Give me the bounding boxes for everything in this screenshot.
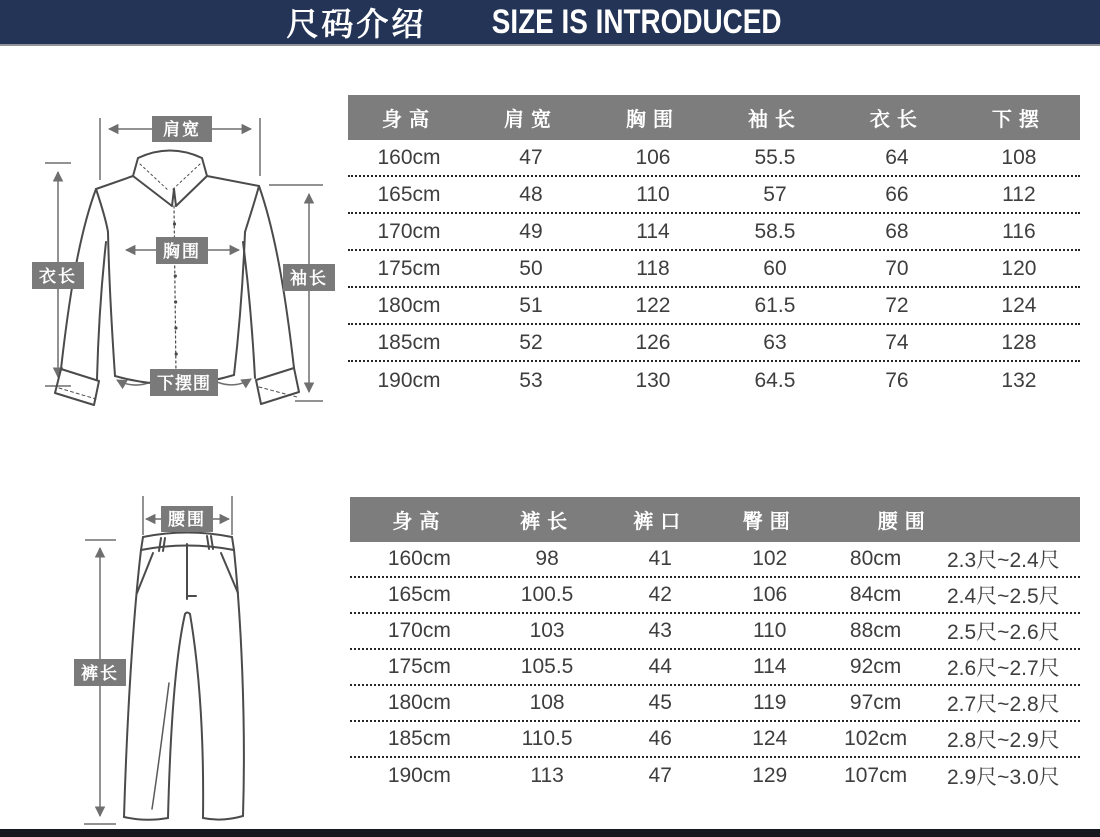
pants-size-table-header-2: 裤口 bbox=[633, 511, 688, 533]
banner-title-en: SIZE IS INTRODUCED bbox=[492, 2, 782, 41]
pants-size-table-cell-0-3: 102 bbox=[752, 547, 788, 570]
hem-label: 下摆围 bbox=[157, 374, 211, 393]
pants-size-table-cell-1-5: 2.4尺~2.5尺 bbox=[946, 585, 1060, 608]
pants-size-table-cell-5-3: 124 bbox=[752, 727, 788, 750]
pants-size-table-cell-4-5: 2.7尺~2.8尺 bbox=[946, 693, 1060, 716]
pants-size-table-cell-3-2: 44 bbox=[648, 655, 672, 678]
shirt-size-table-cell-3-2: 118 bbox=[636, 256, 670, 280]
pants-size-table bbox=[350, 497, 1080, 794]
pants-size-table-cell-0-1: 98 bbox=[535, 547, 559, 570]
shirt-size-table-cell-6-4: 76 bbox=[885, 368, 909, 392]
pants-size-table-header-3: 臀围 bbox=[742, 511, 797, 533]
shirt-size-table-row-5 bbox=[348, 325, 1080, 362]
shirt-size-table-cell-5-0: 185cm bbox=[377, 330, 441, 354]
shirt-size-table-header-1: 肩宽 bbox=[503, 109, 558, 131]
shirt-size-table-cell-5-1: 52 bbox=[519, 330, 543, 354]
shirt-size-table-cell-4-5: 124 bbox=[1001, 293, 1037, 317]
shoulder-width-label: 肩宽 bbox=[163, 120, 201, 139]
banner bbox=[0, 0, 1100, 44]
shirt-size-table-header-2: 胸围 bbox=[625, 109, 680, 131]
banner-title-zh: 尺码介绍 bbox=[286, 6, 427, 42]
pants-size-table-cell-3-3: 114 bbox=[752, 655, 787, 678]
pants-size-table-row-6 bbox=[350, 758, 1080, 794]
pants-size-table-cell-0-2: 41 bbox=[648, 547, 672, 570]
shirt-size-table-cell-1-4: 66 bbox=[885, 182, 909, 206]
waist-label: 腰围 bbox=[168, 510, 206, 529]
pants-size-table-row-3 bbox=[350, 650, 1080, 686]
pants-size-table-cell-2-5: 2.5尺~2.6尺 bbox=[946, 621, 1060, 644]
banner-underline bbox=[0, 44, 1100, 46]
shirt-size-table-cell-0-1: 47 bbox=[519, 145, 543, 169]
pants-size-table-header-4: 腰围 bbox=[877, 511, 932, 533]
shirt-size-table-cell-3-0: 175cm bbox=[377, 256, 441, 280]
shirt-size-table-cell-1-2: 110 bbox=[636, 182, 670, 206]
shirt-size-table-cell-6-3: 64.5 bbox=[754, 368, 796, 392]
pants-size-table-cell-5-4: 102cm bbox=[844, 727, 908, 750]
pants-length-label: 裤长 bbox=[81, 664, 119, 683]
shirt-outline bbox=[55, 151, 299, 406]
shirt-size-table-cell-3-5: 120 bbox=[1001, 256, 1037, 280]
pants-size-table-cell-2-3: 110 bbox=[752, 619, 787, 642]
shirt-size-table-cell-4-1: 51 bbox=[519, 293, 543, 317]
shirt-size-table-row-3 bbox=[348, 251, 1080, 288]
shirt-size-table-row-6 bbox=[348, 362, 1080, 399]
shirt-size-table-header-3: 袖长 bbox=[747, 109, 802, 131]
pants-size-table-header-1: 裤长 bbox=[520, 511, 575, 533]
pants-size-table-row-2 bbox=[350, 614, 1080, 650]
shirt-size-table-cell-2-0: 170cm bbox=[377, 219, 441, 243]
pants-size-table-cell-6-2: 47 bbox=[648, 764, 672, 787]
pants-size-table-cell-3-1: 105.5 bbox=[520, 655, 574, 678]
bottom-bar bbox=[0, 829, 1100, 837]
pants-size-table-cell-5-5: 2.8尺~2.9尺 bbox=[946, 729, 1060, 752]
shirt-measurement-diagram bbox=[5, 92, 335, 422]
pants-size-table-cell-6-1: 113 bbox=[530, 764, 564, 787]
pants-size-table-cell-2-2: 43 bbox=[648, 619, 672, 642]
shirt-size-table-header-0: 身高 bbox=[381, 109, 436, 131]
shirt-size-table-row-4 bbox=[348, 288, 1080, 325]
pants-size-table-cell-0-0: 160cm bbox=[387, 547, 451, 570]
shirt-size-table-cell-4-4: 72 bbox=[885, 293, 909, 317]
shirt-size-table-cell-0-0: 160cm bbox=[377, 145, 441, 169]
shirt-size-table-cell-4-0: 180cm bbox=[377, 293, 441, 317]
shirt-size-table-cell-6-2: 130 bbox=[635, 368, 671, 392]
shirt-table-header bbox=[348, 95, 1080, 140]
pants-size-table-cell-2-4: 88cm bbox=[849, 619, 902, 642]
shirt-size-table-cell-2-3: 58.5 bbox=[754, 219, 796, 243]
shirt-size-table-cell-1-5: 112 bbox=[1002, 182, 1036, 206]
shirt-size-table-cell-3-3: 60 bbox=[763, 256, 787, 280]
pants-size-table-cell-4-4: 97cm bbox=[849, 691, 902, 714]
pants-size-table-cell-4-0: 180cm bbox=[387, 691, 451, 714]
pants-size-table-row-4 bbox=[350, 686, 1080, 722]
garment-length-label: 衣长 bbox=[39, 267, 77, 286]
pants-size-table-cell-4-2: 45 bbox=[648, 691, 672, 714]
shirt-size-table-cell-2-5: 116 bbox=[1002, 219, 1036, 243]
pants-size-table-cell-4-3: 119 bbox=[752, 691, 787, 714]
shirt-size-table-header-5: 下摆 bbox=[991, 109, 1046, 131]
pants-size-table-cell-2-1: 103 bbox=[529, 619, 565, 642]
pants-table-header bbox=[350, 497, 1080, 542]
pants-size-table-cell-2-0: 170cm bbox=[387, 619, 451, 642]
shirt-size-table-cell-0-3: 55.5 bbox=[754, 145, 796, 169]
placket-line bbox=[174, 206, 176, 375]
shirt-size-table-cell-6-5: 132 bbox=[1001, 368, 1037, 392]
pants-size-table-cell-6-3: 129 bbox=[752, 764, 788, 787]
shirt-size-table-cell-3-1: 50 bbox=[519, 256, 543, 280]
pants-outline bbox=[124, 533, 244, 820]
pants-size-table-cell-1-4: 84cm bbox=[849, 583, 902, 606]
shirt-size-table-row-1 bbox=[348, 177, 1080, 214]
shirt-size-table-cell-1-1: 48 bbox=[519, 182, 543, 206]
sleeve-length-label: 袖长 bbox=[290, 269, 328, 288]
pants-size-table-cell-0-4: 80cm bbox=[849, 547, 902, 570]
shirt-size-table-row-2 bbox=[348, 214, 1080, 251]
shirt-size-table-cell-5-5: 128 bbox=[1001, 330, 1037, 354]
shirt-size-table-cell-2-1: 49 bbox=[519, 219, 543, 243]
shirt-size-table-cell-2-2: 114 bbox=[636, 219, 670, 243]
pants-size-table-row-5 bbox=[350, 722, 1080, 758]
shirt-size-table-header-4: 衣长 bbox=[869, 109, 924, 131]
pants-size-table-cell-5-0: 185cm bbox=[387, 727, 451, 750]
chest-label: 胸围 bbox=[163, 242, 201, 261]
pants-table-body bbox=[350, 542, 1080, 794]
shirt-size-table-cell-3-4: 70 bbox=[885, 256, 909, 280]
crease-line bbox=[152, 683, 169, 809]
pants-size-table-cell-5-2: 46 bbox=[648, 727, 672, 750]
shirt-size-table-cell-0-2: 106 bbox=[635, 145, 671, 169]
pants-size-table-cell-3-0: 175cm bbox=[387, 655, 451, 678]
pants-size-table-cell-5-1: 110.5 bbox=[521, 727, 573, 750]
pants-size-table-cell-1-0: 165cm bbox=[387, 583, 451, 606]
shirt-size-table-row-0 bbox=[348, 140, 1080, 177]
shirt-size-table-cell-2-4: 68 bbox=[885, 219, 909, 243]
pants-size-table-row-0 bbox=[350, 542, 1080, 578]
pants-size-table-header-0: 身高 bbox=[392, 511, 447, 533]
shirt-size-table-cell-1-0: 165cm bbox=[377, 182, 441, 206]
shirt-size-table bbox=[348, 95, 1080, 399]
pants-size-table-cell-1-3: 106 bbox=[752, 583, 788, 606]
pants-size-table-cell-3-4: 92cm bbox=[849, 655, 902, 678]
shirt-size-table-cell-4-2: 122 bbox=[635, 293, 671, 317]
pants-size-table-cell-4-1: 108 bbox=[529, 691, 565, 714]
pants-size-table-cell-0-5: 2.3尺~2.4尺 bbox=[946, 549, 1060, 572]
shirt-size-table-cell-0-5: 108 bbox=[1001, 145, 1037, 169]
pants-size-table-cell-1-1: 100.5 bbox=[520, 583, 574, 606]
shirt-size-table-cell-6-0: 190cm bbox=[377, 368, 441, 392]
hem-arrow-right bbox=[217, 379, 251, 385]
shirt-size-table-cell-4-3: 61.5 bbox=[754, 293, 796, 317]
shirt-size-table-cell-0-4: 64 bbox=[885, 145, 909, 169]
pants-size-table-cell-6-0: 190cm bbox=[387, 764, 451, 787]
shirt-size-table-cell-5-2: 126 bbox=[635, 330, 671, 354]
pants-size-table-cell-1-2: 42 bbox=[648, 583, 672, 606]
pants-size-table-row-1 bbox=[350, 578, 1080, 614]
pants-measurement-diagram bbox=[0, 483, 345, 833]
pants-size-table-cell-6-4: 107cm bbox=[844, 764, 908, 787]
shirt-size-table-cell-1-3: 57 bbox=[763, 182, 787, 206]
pants-size-table-cell-3-5: 2.6尺~2.7尺 bbox=[946, 657, 1060, 680]
shirt-size-table-cell-5-3: 63 bbox=[763, 330, 787, 354]
shirt-table-body bbox=[348, 140, 1080, 399]
shirt-size-table-cell-5-4: 74 bbox=[885, 330, 909, 354]
shirt-size-table-cell-6-1: 53 bbox=[519, 368, 543, 392]
pants-size-table-cell-6-5: 2.9尺~3.0尺 bbox=[946, 766, 1060, 789]
